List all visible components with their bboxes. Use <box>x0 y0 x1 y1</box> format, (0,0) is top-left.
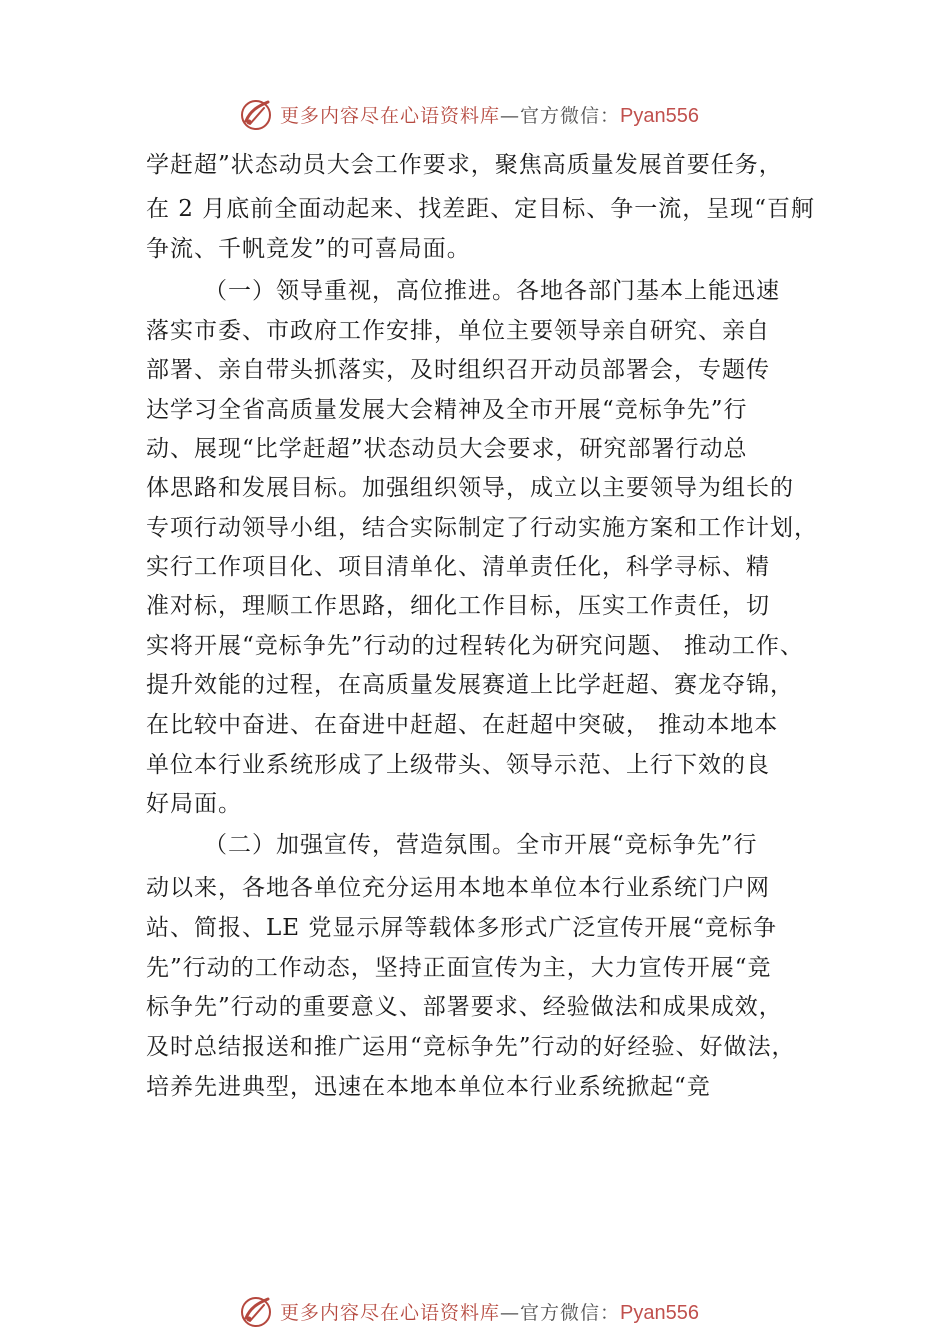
text-line: 好局面。 <box>146 791 242 817</box>
text-line: 站、简报、LE 党显示屏等载体多形式广泛宣传开展“竞标争 <box>146 915 778 941</box>
writing-hand-logo-icon <box>238 1293 274 1329</box>
text-line: 专项行动领导小组，结合实际制定了行动实施方案和工作计划， <box>146 515 818 541</box>
text-line: （一）领导重视，高位推进。各地各部门基本上能迅速 <box>204 278 780 304</box>
watermark-prefix: 更多内容尽在心语资料库 <box>280 104 501 127</box>
text-line: 提升效能的过程，在高质量发展赛道上比学赶超、赛龙夺锦， <box>146 672 794 698</box>
text-line: 在比较中奋进、在奋进中赶超、在赶超中突破， 推动本地本 <box>146 712 779 738</box>
text-line: 体思路和发展目标。加强组织领导，成立以主要领导为组长的 <box>146 475 794 501</box>
footer-watermark <box>238 1291 699 1331</box>
watermark-separator: — <box>500 104 521 127</box>
watermark-separator: — <box>500 1301 521 1324</box>
text-line: 学赶超”状态动员大会工作要求，聚焦高质量发展首要任务， <box>146 152 783 178</box>
text-line: 实将开展“竞标争先”行动的过程转化为研究问题、 推动工作、 <box>146 633 804 659</box>
text-line: 争流、千帆竞发”的可喜局面。 <box>146 236 471 262</box>
text-line: 达学习全省高质量发展大会精神及全市开展“竞标争先”行 <box>146 397 748 423</box>
text-line: 落实市委、市政府工作安排，单位主要领导亲自研究、亲自 <box>146 318 770 344</box>
watermark-label: 官方微信： <box>520 104 621 127</box>
text-line: 动以来，各地各单位充分运用本地本单位本行业系统门户网 <box>146 875 770 901</box>
text-line: 实行工作项目化、项目清单化、清单责任化，科学寻标、精 <box>146 554 770 580</box>
watermark-prefix: 更多内容尽在心语资料库 <box>280 1301 501 1324</box>
writing-hand-logo-icon <box>238 96 274 132</box>
text-line: 在 2 月底前全面动起来、找差距、定目标、争一流，呈现“百舸 <box>146 196 816 222</box>
text-line: 先”行动的工作动态，坚持正面宣传为主，大力宣传开展“竞 <box>146 955 772 981</box>
watermark-id: Pyan556 <box>620 1301 699 1324</box>
text-line: 及时总结报送和推广运用“竞标争先”行动的好经验、好做法， <box>146 1034 796 1060</box>
text-line: 动、展现“比学赶超”状态动员大会要求，研究部署行动总 <box>146 436 748 462</box>
text-line: 准对标，理顺工作思路，细化工作目标，压实工作责任，切 <box>146 593 770 619</box>
text-line: （二）加强宣传，营造氛围。全市开展“竞标争先”行 <box>204 832 758 858</box>
text-line: 培养先进典型，迅速在本地本单位本行业系统掀起“竞 <box>146 1074 711 1100</box>
text-line: 部署、亲自带头抓落实，及时组织召开动员部署会，专题传 <box>146 357 770 383</box>
text-line: 标争先”行动的重要意义、部署要求、经验做法和成果成效， <box>146 994 783 1020</box>
watermark-id: Pyan556 <box>620 104 699 127</box>
text-line: 单位本行业系统形成了上级带头、领导示范、上行下效的良 <box>146 752 770 778</box>
watermark-label: 官方微信： <box>520 1301 621 1324</box>
header-watermark <box>238 94 699 134</box>
